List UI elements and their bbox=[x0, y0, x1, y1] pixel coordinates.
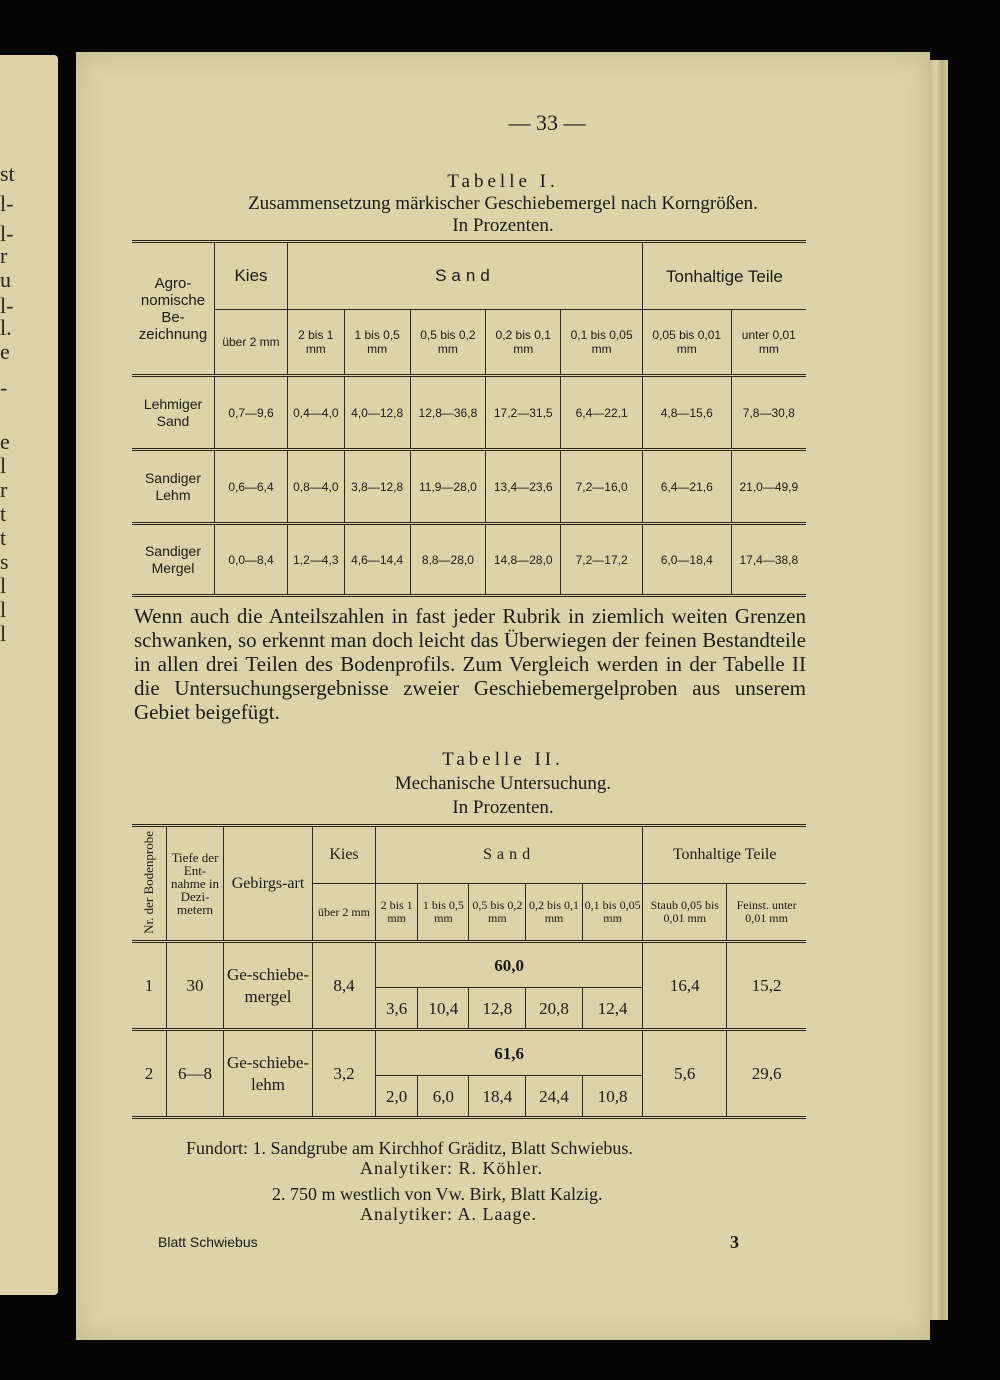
table2-sub-header: 1 bis 0,5 mm bbox=[418, 884, 469, 942]
table1-row-label: Sandiger Lehm bbox=[132, 450, 215, 524]
table2-title: Tabelle II. bbox=[442, 749, 564, 770]
sheet-name: Blatt Schwiebus bbox=[158, 1234, 258, 1250]
table2-sub-header: 2 bis 1 mm bbox=[376, 884, 418, 942]
table1-cell: 0,0—8,4 bbox=[215, 524, 288, 596]
table2-header-ton: Tonhaltige Teile bbox=[643, 826, 806, 884]
table2-cell-sand: 24,4 bbox=[526, 1076, 583, 1118]
signature-number: 3 bbox=[730, 1232, 739, 1252]
footnote-1: Fundort: 1. Sandgrube am Kirchhof Gräditz, Blatt Schwiebus. bbox=[186, 1138, 633, 1158]
table1-cell: 13,4—23,6 bbox=[486, 450, 561, 524]
table2-cell-tiefe: 30 bbox=[167, 942, 224, 1030]
table2-cell-sand: 3,6 bbox=[376, 988, 418, 1030]
table1-cell: 6,0—18,4 bbox=[642, 524, 731, 596]
margin-fragment: l. bbox=[0, 315, 12, 340]
table2-sub-header: über 2 mm bbox=[313, 884, 376, 942]
table2-cell-nr: 2 bbox=[132, 1030, 167, 1118]
table2-cell-sand-total: 61,6 bbox=[376, 1030, 643, 1076]
table1-cell: 7,2—17,2 bbox=[561, 524, 642, 596]
margin-fragment: st bbox=[0, 161, 15, 186]
page-number: — 33 — bbox=[508, 110, 586, 135]
table2-cell-staub: 5,6 bbox=[643, 1030, 727, 1118]
margin-fragment: e bbox=[0, 339, 10, 364]
table1-cell: 4,8—15,6 bbox=[642, 376, 731, 450]
footnote-1-analyst: Analytiker: R. Köhler. bbox=[360, 1158, 543, 1178]
table2-cell-tiefe: 6—8 bbox=[167, 1030, 224, 1118]
table1-cell: 11,9—28,0 bbox=[410, 450, 485, 524]
table2-cell-staub: 16,4 bbox=[643, 942, 727, 1030]
table1-header-kies: Kies bbox=[215, 242, 288, 310]
margin-fragment: l- bbox=[0, 191, 14, 216]
table2-cell-sand: 12,8 bbox=[469, 988, 526, 1030]
table2-cell-sand: 10,4 bbox=[418, 988, 469, 1030]
table2-header-sand: Sand bbox=[376, 826, 643, 884]
table2-cell-art: Ge-schiebe-mergel bbox=[224, 942, 313, 1030]
table1-cell: 3,8—12,8 bbox=[344, 450, 410, 524]
margin-fragment: - bbox=[0, 375, 8, 400]
table1-cell: 7,8—30,8 bbox=[731, 376, 806, 450]
page-edge bbox=[930, 60, 948, 1320]
table1-sub-header: 1 bis 0,5 mm bbox=[344, 310, 410, 376]
table2-header-nr: Nr. der Bodenprobe bbox=[132, 826, 167, 942]
margin-fragment: t bbox=[0, 501, 7, 526]
table1-cell: 8,8—28,0 bbox=[410, 524, 485, 596]
table2-sub-header: Staub 0,05 bis 0,01 mm bbox=[643, 884, 727, 942]
margin-fragment: l- bbox=[0, 221, 14, 246]
margin-fragment: l bbox=[0, 621, 7, 646]
margin-fragment: l bbox=[0, 573, 7, 598]
table2-header-kies: Kies bbox=[313, 826, 376, 884]
margin-fragment: l bbox=[0, 597, 7, 622]
table2-sub-header: 0,2 bis 0,1 mm bbox=[526, 884, 583, 942]
table2-sub-header: 0,5 bis 0,2 mm bbox=[469, 884, 526, 942]
table2-cell-sand: 10,8 bbox=[582, 1076, 642, 1118]
table1-cell: 6,4—21,6 bbox=[642, 450, 731, 524]
table2 bbox=[132, 824, 806, 1119]
table1-sub-header: unter 0,01 mm bbox=[731, 310, 806, 376]
table1-cell: 17,2—31,5 bbox=[486, 376, 561, 450]
table1-cell: 4,6—14,4 bbox=[344, 524, 410, 596]
table1-sub-header: 0,5 bis 0,2 mm bbox=[410, 310, 485, 376]
table2-cell-sand: 20,8 bbox=[526, 988, 583, 1030]
table2-cell-kies: 3,2 bbox=[313, 1030, 376, 1118]
table1-cell: 12,8—36,8 bbox=[410, 376, 485, 450]
table1-cell: 0,8—4,0 bbox=[288, 450, 345, 524]
table2-cell-sand-total: 60,0 bbox=[376, 942, 643, 988]
book-page bbox=[76, 52, 930, 1340]
table1-cell: 21,0—49,9 bbox=[731, 450, 806, 524]
table1-sub-header: 0,05 bis 0,01 mm bbox=[642, 310, 731, 376]
table1-header-sand: Sand bbox=[288, 242, 643, 310]
table2-cell-sand: 12,4 bbox=[582, 988, 642, 1030]
table1-cell: 0,6—6,4 bbox=[215, 450, 288, 524]
table1-header-agro: Agro-nomische Be-zeichnung bbox=[132, 242, 215, 376]
table2-cell-sand: 2,0 bbox=[376, 1076, 418, 1118]
table1-header-ton: Tonhaltige Teile bbox=[642, 242, 806, 310]
table2-cell-sand: 6,0 bbox=[418, 1076, 469, 1118]
table2-header-tiefe: Tiefe der Ent-nahme in Dezi-metern bbox=[167, 826, 224, 942]
table2-cell-feinst: 29,6 bbox=[727, 1030, 806, 1118]
footnote-2: 2. 750 m westlich von Vw. Birk, Blatt Kalzig. bbox=[272, 1184, 603, 1204]
table1-cell: 0,7—9,6 bbox=[215, 376, 288, 450]
margin-fragment: r bbox=[0, 477, 8, 502]
margin-fragment: t bbox=[0, 525, 7, 550]
margin-fragment: u bbox=[0, 267, 11, 292]
table1-title: Tabelle I. bbox=[447, 171, 559, 192]
margin-fragment: l bbox=[0, 453, 7, 478]
table1-cell: 14,8—28,0 bbox=[486, 524, 561, 596]
table2-cell-art: Ge-schiebe-lehm bbox=[224, 1030, 313, 1118]
table1-row-label: Sandiger Mergel bbox=[132, 524, 215, 596]
table1-cell: 7,2—16,0 bbox=[561, 450, 642, 524]
table2-sub-header: Feinst. unter 0,01 mm bbox=[727, 884, 806, 942]
previous-page-strip bbox=[0, 55, 58, 1295]
table2-cell-sand: 18,4 bbox=[469, 1076, 526, 1118]
table1-unit: In Prozenten. bbox=[452, 215, 554, 236]
table2-cell-feinst: 15,2 bbox=[727, 942, 806, 1030]
table1-row-label: Lehmiger Sand bbox=[132, 376, 215, 450]
table1 bbox=[132, 240, 806, 597]
table1-sub-header: über 2 mm bbox=[215, 310, 288, 376]
body-paragraph: Wenn auch die Anteilszahlen in fast jeder Rubrik in ziemlich weiten Grenzen schwanken, so erkennt man doch leicht das Überwiegen der feinen Bestandteile in allen drei Teilen des Bodenprofils. Zum Vergleich werden in der Tabelle II die Untersuchungsergebnisse zweier Geschiebemergelproben aus unserem Gebiet beigefügt. bbox=[134, 604, 806, 724]
table2-sub-header: 0,1 bis 0,05 mm bbox=[582, 884, 642, 942]
table1-sub-header: 0,1 bis 0,05 mm bbox=[561, 310, 642, 376]
margin-fragment: r bbox=[0, 243, 8, 268]
table1-cell: 6,4—22,1 bbox=[561, 376, 642, 450]
table2-header-gebirgsart: Gebirgs-art bbox=[224, 826, 313, 942]
table1-sub-header: 2 bis 1 mm bbox=[288, 310, 345, 376]
table2-cell-kies: 8,4 bbox=[313, 942, 376, 1030]
table1-subtitle: Zusammensetzung märkischer Geschiebemergel nach Korngrößen. bbox=[248, 193, 758, 214]
table2-subtitle: Mechanische Untersuchung. bbox=[394, 773, 612, 794]
margin-fragment: l- bbox=[0, 293, 14, 318]
table2-cell-nr: 1 bbox=[132, 942, 167, 1030]
table1-cell: 0,4—4,0 bbox=[288, 376, 345, 450]
table1-cell: 17,4—38,8 bbox=[731, 524, 806, 596]
table1-cell: 1,2—4,3 bbox=[288, 524, 345, 596]
table1-sub-header: 0,2 bis 0,1 mm bbox=[486, 310, 561, 376]
table2-unit: In Prozenten. bbox=[452, 797, 554, 818]
margin-fragment: e bbox=[0, 429, 10, 454]
table1-cell: 4,0—12,8 bbox=[344, 376, 410, 450]
margin-fragment: s bbox=[0, 549, 9, 574]
footnote-2-analyst: Analytiker: A. Laage. bbox=[360, 1204, 537, 1224]
